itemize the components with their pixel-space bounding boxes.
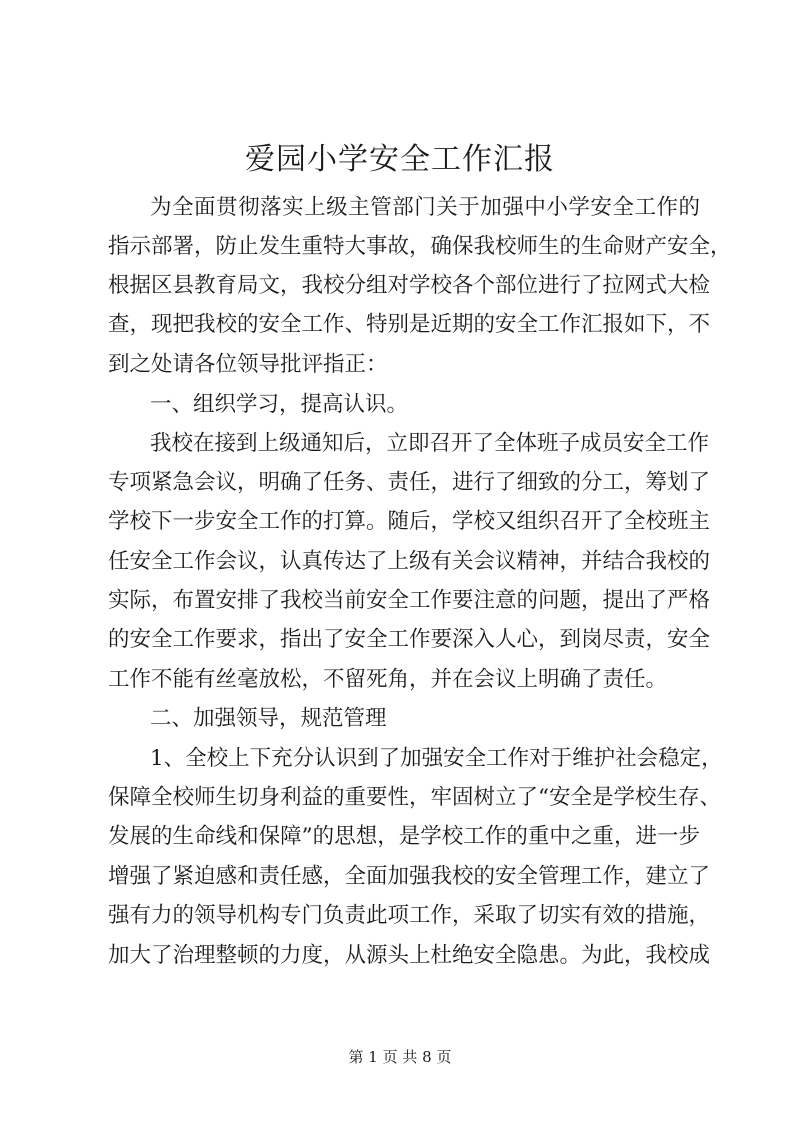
section-heading: 二、加强领导，规范管理 [150, 706, 387, 731]
page-footer: 第 1 页 共 8 页 [348, 1048, 452, 1066]
body-line: 为全面贯彻落实上级主管部门关于加强中小学安全工作的 [150, 195, 700, 220]
document-title: 爱园小学安全工作汇报 [245, 142, 555, 177]
body-line: 实际，布置安排了我校当前安全工作要注意的问题，提出了严格 [108, 588, 711, 613]
body-line: 加大了治理整顿的力度，从源头上杜绝安全隐患。为此，我校成 [108, 943, 711, 968]
body-line: 我校在接到上级通知后，立即召开了全体班子成员安全工作 [150, 431, 710, 456]
body-line: 根据区县教育局文，我校分组对学校各个部位进行了拉网式大检 [108, 273, 711, 298]
body-line: 1、全校上下充分认识到了加强安全工作对于维护社会稳定， [150, 746, 723, 771]
body-line: 学校下一步安全工作的打算。随后，学校又组织召开了全校班主 [108, 509, 711, 534]
body-line: 工作不能有丝毫放松，不留死角，并在会议上明确了责任。 [108, 667, 668, 692]
body-line: 发展的生命线和保障”的思想，是学校工作的重中之重，进一步 [108, 824, 700, 849]
body-line: 任安全工作会议，认真传达了上级有关会议精神，并结合我校的 [108, 549, 711, 574]
body-line: 指示部署，防止发生重特大事故，确保我校师生的生命财产安全， [108, 234, 732, 259]
section-heading: 一、组织学习，提高认识。 [150, 392, 409, 417]
body-line: 强有力的领导机构专门负责此项工作，采取了切实有效的措施， [108, 903, 711, 928]
body-line: 的安全工作要求，指出了安全工作要深入人心，到岗尽责，安全 [108, 627, 711, 652]
body-line: 专项紧急会议，明确了任务、责任，进行了细致的分工，筹划了 [108, 470, 711, 495]
body-line: 保障全校师生切身利益的重要性，牢固树立了“安全是学校生存、 [108, 785, 721, 810]
body-line: 增强了紧迫感和责任感，全面加强我校的安全管理工作，建立了 [108, 864, 711, 889]
body-line: 查，现把我校的安全工作、特别是近期的安全工作汇报如下，不 [108, 312, 711, 337]
body-line: 到之处请各位领导批评指正： [108, 352, 388, 377]
